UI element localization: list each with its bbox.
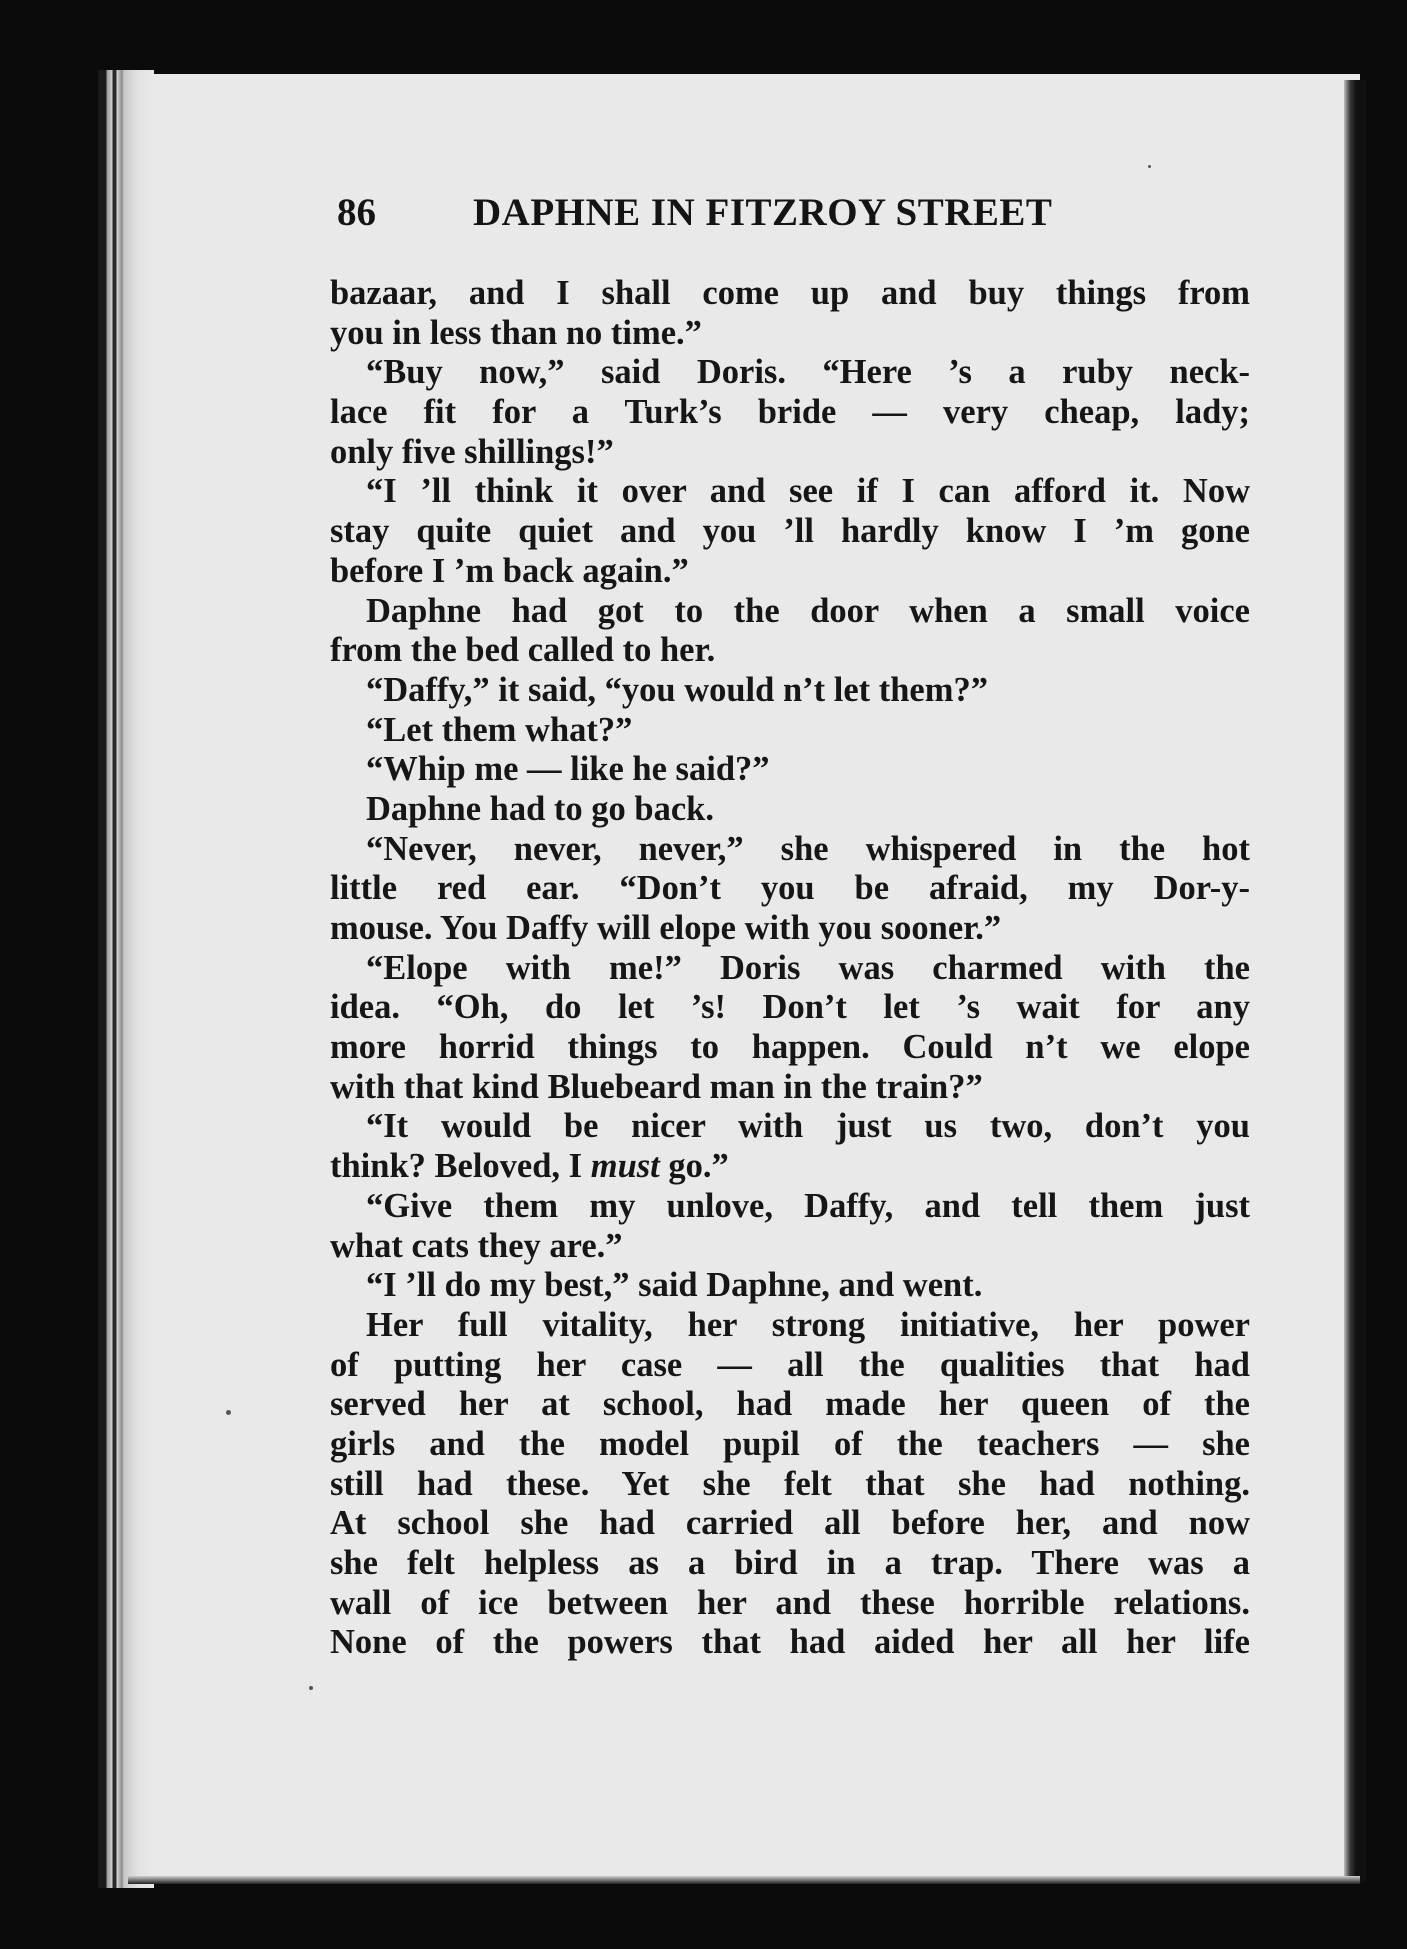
text-line: None of the powers that had aided her all her life [330, 1623, 1250, 1662]
text-line: “Let them what?” [366, 710, 633, 749]
dust-speck [1148, 165, 1151, 168]
text-line: idea. “Oh, do let ’s! Don’t let ’s wait for any [330, 988, 1250, 1027]
text-line: still had these. Yet she felt that she had nothing. [330, 1464, 1250, 1503]
text-line: stay quite quiet and you ’ll hardly know I ’m gone [330, 512, 1250, 551]
italic-word: must [590, 1147, 660, 1186]
text-line: more horrid things to happen. Could n’t we elope [330, 1028, 1250, 1067]
text-line: “Whip me — like he said?” [366, 750, 770, 789]
text-line: mouse. You Daffy will elope with you sooner.” [330, 909, 1002, 947]
dust-speck [226, 1410, 231, 1415]
text-line: little red ear. “Don’t you be afraid, my Dor-y- [330, 869, 1250, 908]
text-run: think? Beloved, I [330, 1147, 591, 1186]
text-line [330, 1147, 1250, 1187]
text-line: she felt helpless as a bird in a trap. There was a [330, 1544, 1250, 1582]
text-run: go.” [659, 1147, 729, 1186]
text-line: “It would be nicer with just us two, don’t you [366, 1107, 1250, 1146]
text-line: At school she had carried all before her, and now [330, 1504, 1250, 1543]
text-line: served her at school, had made her queen of the [330, 1385, 1250, 1424]
text-line: Daphne had got to the door when a small voice [366, 591, 1250, 630]
text-line: wall of ice between her and these horrible relations. [330, 1583, 1250, 1622]
running-header [337, 190, 1127, 238]
text-line: with that kind Bluebeard man in the train?” [330, 1067, 983, 1106]
page-right-edge [1344, 80, 1366, 1882]
text-line: “Buy now,” said Doris. “Here ’s a ruby neck- [366, 353, 1250, 392]
dust-speck [309, 1686, 313, 1690]
text-line: girls and the model pupil of the teachers — she [330, 1424, 1250, 1463]
body-text [330, 274, 1250, 1663]
text-line: before I ’m back again.” [330, 551, 689, 590]
text-line: what cats they are.” [330, 1226, 623, 1265]
text-line: “I ’ll think it over and see if I can afford it. Now [366, 472, 1250, 511]
page-bottom-edge [128, 1876, 1360, 1884]
text-line: “Never, never, never,” she whispered in the hot [366, 829, 1250, 868]
running-title: DAPHNE IN FITZROY STREET [473, 191, 1053, 234]
text-line: of putting her case — all the qualities that had [330, 1345, 1250, 1384]
text-line: you in less than no time.” [330, 313, 702, 352]
text-line: “Elope with me!” Doris was charmed with the [366, 948, 1250, 987]
text-line: bazaar, and I shall come up and buy things from [330, 274, 1250, 312]
page-number: 86 [337, 191, 376, 234]
text-line: Her full vitality, her strong initiative, her power [366, 1305, 1250, 1344]
text-line: only five shillings!” [330, 432, 614, 471]
text-line: “Give them my unlove, Daffy, and tell them just [366, 1186, 1250, 1225]
text-line: “Daffy,” it said, “you would n’t let them?” [366, 670, 988, 709]
text-line: lace fit for a Turk’s bride — very cheap, lady; [330, 393, 1250, 432]
text-line: “I ’ll do my best,” said Daphne, and went. [366, 1266, 983, 1305]
text-line: from the bed called to her. [330, 631, 716, 670]
book-gutter [98, 70, 154, 1888]
text-line: Daphne had to go back. [366, 789, 714, 828]
